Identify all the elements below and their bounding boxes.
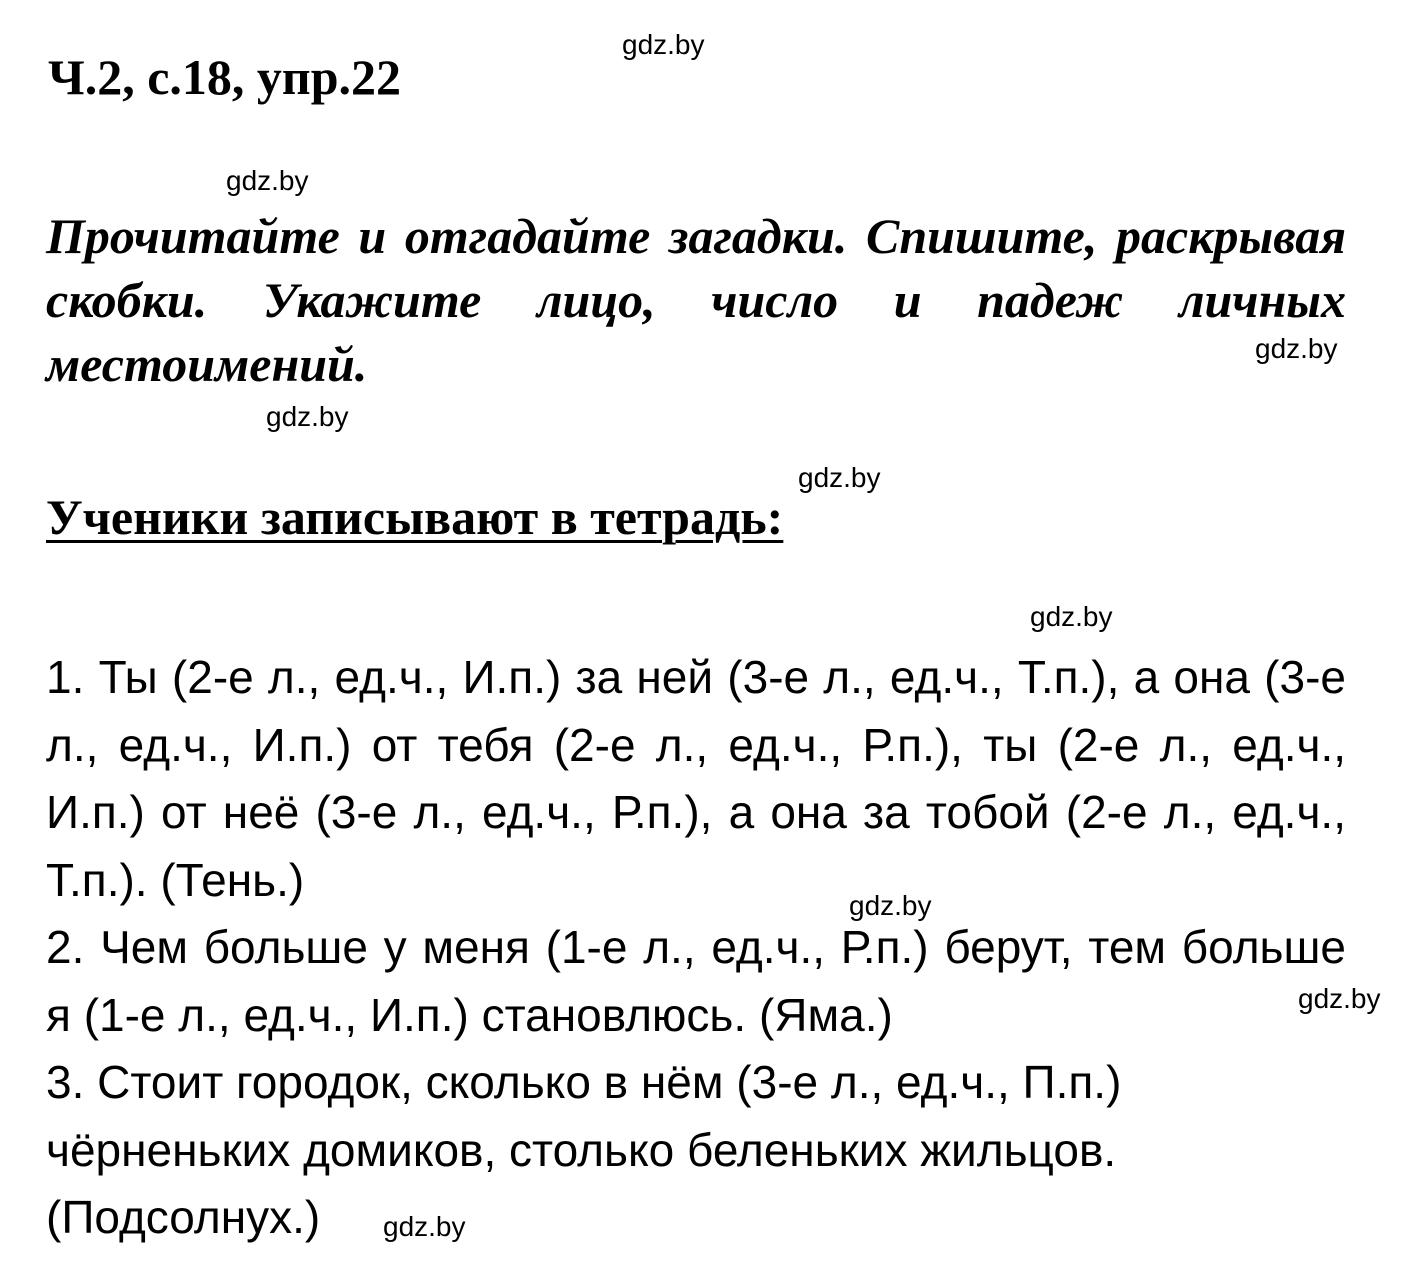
watermark: gdz.by	[266, 401, 349, 432]
watermark: gdz.by	[383, 1211, 466, 1242]
watermark: gdz.by	[849, 890, 932, 921]
watermark: gdz.by	[1298, 983, 1381, 1014]
page-title: Ч.2, с.18, упр.22	[48, 49, 402, 105]
answer-item-1: 1. Ты (2-е л., ед.ч., И.п.) за ней (3-е л., ед.ч., Т.п.), а она (3-е л., ед.ч., И.п.) от тебя (2-е л., ед.ч., Р.п.), ты (2-е л., ед.ч., И.п.) от неё (3-е л., ед.ч., Р.п.), а она за тобой (2-е л., ед.ч., Т.п.). (Тень.)	[46, 651, 1346, 906]
answer-item-2: 2. Чем больше у меня (1-е л., ед.ч., Р.п.) берут, тем больше я (1-е л., ед.ч., И.п.) становлюсь. (Яма.)	[46, 921, 1346, 1041]
watermark: gdz.by	[1030, 601, 1113, 632]
answer-heading: Ученики записывают в тетрадь:	[46, 489, 784, 545]
answer-list	[46, 644, 1346, 1252]
watermark: gdz.by	[622, 29, 705, 60]
answer-item-3: 3. Стоит городок, сколько в нём (3-е л., ед.ч., П.п.) чёрненьких домиков, столько беленьких жильцов. (Подсолнух.)	[46, 1056, 1122, 1243]
watermark: gdz.by	[226, 165, 309, 196]
watermark: gdz.by	[1255, 333, 1338, 364]
task-instructions: Прочитайте и отгадайте загадки. Спишите, раскрывая скобки. Укажите лицо, число и падеж личных местоимений.	[46, 208, 1346, 392]
watermark: gdz.by	[798, 462, 881, 493]
